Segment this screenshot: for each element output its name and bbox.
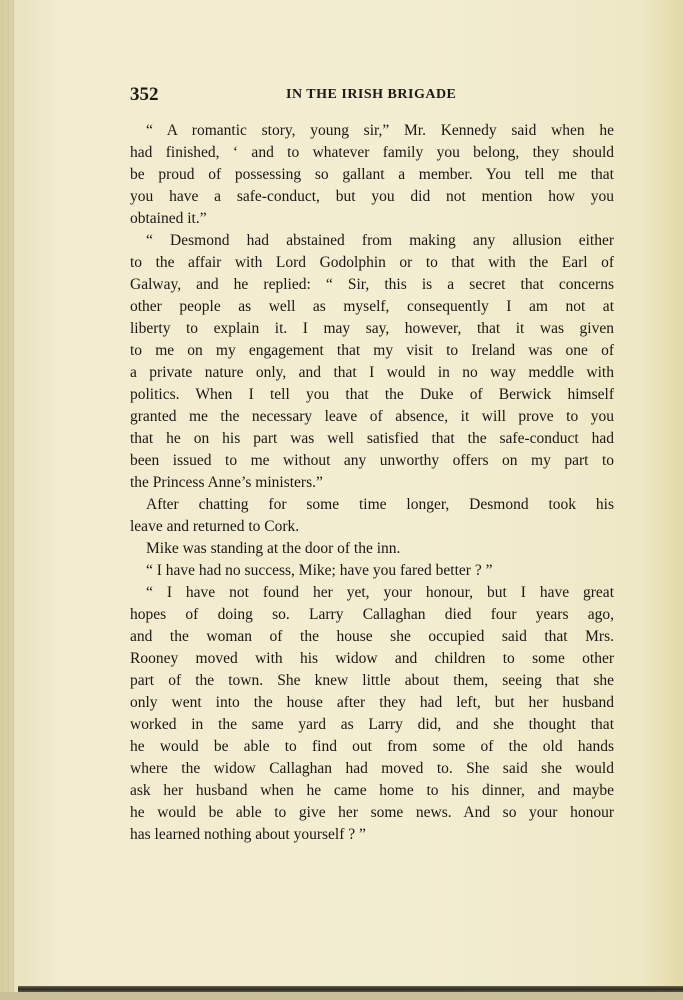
- text-line: he would be able to find out from some of the old hands: [130, 738, 614, 755]
- text-line: leave and returned to Cork.: [130, 518, 300, 535]
- text-line: Galway, and he replied: “ Sir, this is a secret that concerns: [130, 276, 614, 293]
- text-line: you have a safe-conduct, but you did not mention how you: [130, 188, 614, 205]
- text-line: he would be able to give her some news. And so your honour: [130, 804, 614, 821]
- text-line: “ I have not found her yet, your honour, but I have great: [146, 584, 614, 601]
- text-line: the Princess Anne’s ministers.”: [130, 474, 323, 491]
- text-line: and the woman of the house she occupied said that Mrs.: [130, 628, 614, 645]
- text-line: a private nature only, and that I would in no way meddle with: [130, 364, 614, 381]
- text-line: other people as well as myself, consequently I am not at: [130, 298, 614, 315]
- text-line: “ Desmond had abstained from making any allusion either: [146, 232, 614, 249]
- text-line: “ I have had no success, Mike; have you fared better ? ”: [146, 562, 493, 579]
- body-text: [130, 120, 614, 846]
- text-line: that he on his part was well satisfied that the safe-conduct had: [130, 430, 614, 447]
- text-line: After chatting for some time longer, Desmond took his: [146, 496, 614, 513]
- text-line: Rooney moved with his widow and children to some other: [130, 650, 614, 667]
- text-line: part of the town. She knew little about them, seeing that she: [130, 672, 614, 689]
- text-line: to me on my engagement that my visit to Ireland was one of: [130, 342, 614, 359]
- text-line: had finished, ‘ and to whatever family you belong, they should: [130, 144, 614, 161]
- text-line: “ A romantic story, young sir,” Mr. Kennedy said when he: [146, 122, 614, 139]
- page-header: [130, 84, 616, 106]
- text-line: liberty to explain it. I may say, however, that it was given: [130, 320, 614, 337]
- text-line: be proud of possessing so gallant a member. You tell me that: [130, 166, 614, 183]
- text-line: obtained it.”: [130, 210, 207, 227]
- text-line: been issued to me without any unworthy offers on my part to: [130, 452, 614, 469]
- running-head: IN THE IRISH BRIGADE: [286, 87, 457, 102]
- text-line: only went into the house after they had left, but her husband: [130, 694, 614, 711]
- page-number: 352: [130, 84, 159, 105]
- bottom-shade: [0, 992, 683, 1000]
- text-line: granted me the necessary leave of absence, it will prove to you: [130, 408, 614, 425]
- binding-edge: [0, 0, 14, 1000]
- text-line: to the affair with Lord Godolphin or to that with the Earl of: [130, 254, 614, 271]
- text-line: Mike was standing at the door of the inn.: [146, 540, 401, 557]
- text-line: has learned nothing about yourself ? ”: [130, 826, 366, 843]
- text-line: worked in the same yard as Larry did, and she thought that: [130, 716, 614, 733]
- text-line: hopes of doing so. Larry Callaghan died four years ago,: [130, 606, 614, 623]
- text-line: where the widow Callaghan had moved to. She said she would: [130, 760, 614, 777]
- text-line: ask her husband when he came home to his dinner, and maybe: [130, 782, 614, 799]
- text-line: politics. When I tell you that the Duke of Berwick himself: [130, 386, 614, 403]
